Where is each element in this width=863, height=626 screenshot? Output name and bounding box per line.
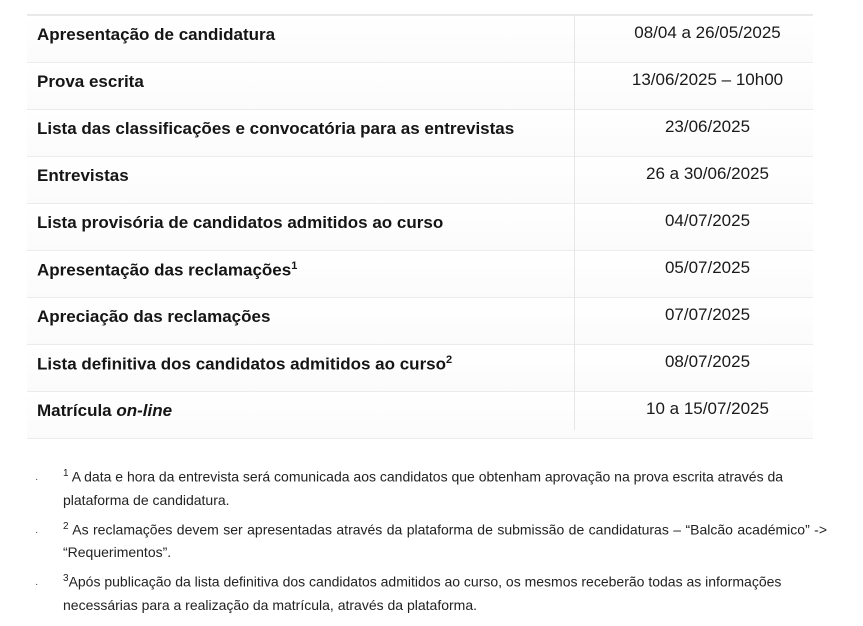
table-row	[27, 16, 813, 63]
footnotes	[27, 462, 827, 620]
table-row	[27, 157, 813, 204]
bullet-icon: ·	[35, 579, 39, 591]
event-label: Prova escrita	[37, 72, 144, 91]
event-date: 08/04 a 26/05/2025	[634, 23, 781, 42]
footnote	[27, 567, 827, 617]
event-label: Lista definitiva dos candidatos admitidos ao curso$^2$	[37, 354, 453, 374]
footnote-marker: 1	[63, 468, 69, 479]
bullet-icon: ·	[35, 526, 39, 538]
footnote	[27, 462, 827, 512]
table-row	[27, 110, 813, 157]
event-label: Apresentação de candidatura	[37, 25, 276, 44]
table-row	[27, 63, 813, 110]
event-label: Lista provisória de candidatos admitidos ao curso	[37, 213, 444, 232]
event-date: 26 a 30/06/2025	[646, 164, 769, 183]
footnote-marker: 2	[63, 520, 69, 532]
table-row	[27, 251, 813, 298]
table-row	[27, 345, 813, 392]
table-row	[27, 298, 813, 345]
table-row	[27, 392, 813, 439]
event-date: 07/07/2025	[664, 305, 751, 324]
footnote-text: A data e hora da entrevista será comunicada aos candidatos que obtenham aprovação na prova escrita através da plataforma de candidatura.	[63, 468, 784, 508]
footnote-ref: 1	[291, 260, 298, 272]
footnote-ref: 2	[446, 354, 453, 366]
event-date: 04/07/2025	[664, 211, 751, 230]
footnote-marker: 3	[63, 573, 69, 585]
bullet-icon: ·	[35, 474, 39, 485]
table-row	[27, 204, 813, 251]
event-date: 10 a 15/07/2025	[646, 399, 769, 418]
event-label: Lista das classificações e convocatória para as entrevistas	[37, 119, 515, 138]
column-divider	[574, 16, 575, 430]
event-date: 13/06/2025 – 10h00	[631, 70, 784, 89]
footnote-text: As reclamações devem ser apresentadas através da plataforma de submissão de candidaturas – “Balcão académico” -> “Requerimentos”.	[63, 521, 828, 561]
event-date: 05/07/2025	[664, 258, 751, 277]
event-label: Apresentação das reclamações$^1$	[37, 260, 298, 280]
event-label: Matrícula on-line	[37, 401, 173, 420]
event-date: 23/06/2025	[664, 117, 751, 136]
footnote	[27, 515, 827, 565]
event-label: Entrevistas	[37, 166, 129, 185]
event-label: Apreciação das reclamações	[37, 307, 271, 326]
schedule-table	[27, 16, 813, 439]
footnote-text: Após publicação da lista definitiva dos candidatos admitidos ao curso, os mesmos receberão todas as informações necessárias para a realização da matrícula, através da plataforma.	[63, 573, 782, 613]
event-date: 08/07/2025	[664, 352, 751, 371]
